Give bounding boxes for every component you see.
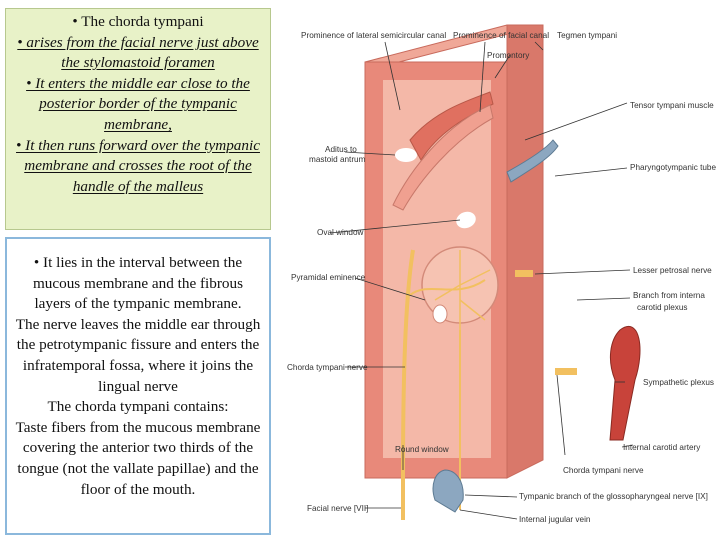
box1-line-course: • It then runs forward over the tympanic membrane and crosses the root of the handle of the malleus <box>16 136 260 195</box>
label-tympanic-branch: Tympanic branch of the glossopharyngeal nerve [IX] <box>519 492 708 501</box>
label-lesser-petrosal: Lesser petrosal nerve <box>633 266 712 275</box>
label-tegmen-tympani: Tegmen tympani <box>557 31 618 40</box>
label-pyramidal-eminence: Pyramidal eminence <box>291 273 366 282</box>
wall-right <box>507 25 543 478</box>
internal-carotid-artery-shape <box>610 326 640 440</box>
label-chorda-tympani-right: Chorda tympani nerve <box>563 466 644 475</box>
chorda-tympani-detail-box <box>5 237 271 535</box>
round-window-shape <box>433 305 447 323</box>
label-oval-window: Oval window <box>317 228 364 237</box>
label-tensor-tympani: Tensor tympani muscle <box>630 101 714 110</box>
label-aditus-2: mastoid antrum <box>309 155 366 164</box>
box1-line-origin: • arises from the facial nerve just above the stylomastoid foramen <box>17 33 259 72</box>
label-promontory: Promontory <box>487 51 530 60</box>
label-branch-internal-2: carotid plexus <box>637 303 688 312</box>
aditus-opening <box>395 148 417 162</box>
box2-text-exit: The nerve leaves the middle ear through the petrotympanic fissure and enters the infratemporal fossa, where it joins the lingual nerve <box>15 315 261 395</box>
label-sympathetic-plexus: Sympathetic plexus <box>643 378 714 387</box>
label-branch-internal-1: Branch from interna <box>633 291 705 300</box>
chorda-tympani-summary-box <box>5 8 271 230</box>
middle-ear-diagram <box>285 0 720 540</box>
box2-text-interval: • It lies in the interval between the mucous membrane and the fibrous layers of the tympanic membrane. <box>32 254 244 313</box>
label-prominence-lateral-canal: Prominence of lateral semicircular canal <box>301 31 447 40</box>
box2-text-contains: The chorda tympani contains: <box>47 398 229 416</box>
chorda-marker-right <box>555 368 577 375</box>
label-round-window: Round window <box>395 445 449 454</box>
label-prominence-facial-canal: Prominence of facial canal <box>453 31 550 40</box>
label-pharyngotympanic-tube: Pharyngotympanic tube <box>630 163 717 172</box>
box1-line-entry: • It enters the middle ear close to the posterior border of the tympanic membrane, <box>26 74 250 133</box>
label-facial-nerve: Facial nerve [VII] <box>307 504 369 513</box>
box2-text-taste: Taste fibers from the mucous membrane covering the anterior two thirds of the tongue (not the vallate papillae) and the floor of the mouth. <box>15 418 261 498</box>
label-chorda-tympani-left: Chorda tympani nerve <box>287 363 368 372</box>
label-internal-jugular: Internal jugular vein <box>519 515 591 524</box>
lesser-petrosal-marker <box>515 270 533 277</box>
box1-title: • The chorda tympani <box>72 13 204 30</box>
label-aditus-1: Aditus to <box>325 145 357 154</box>
label-internal-carotid: Internal carotid artery <box>623 443 701 452</box>
